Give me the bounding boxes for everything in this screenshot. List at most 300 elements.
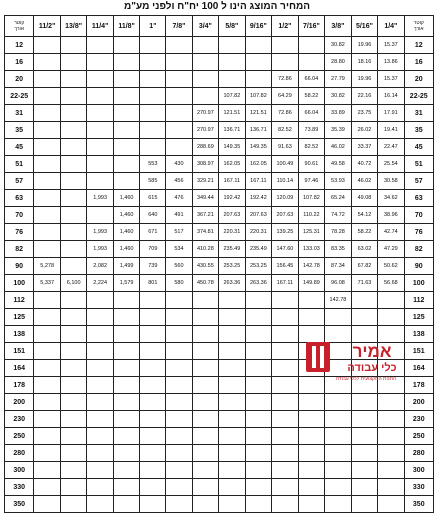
price-cell: 49.58 (325, 156, 352, 173)
price-cell (272, 343, 299, 360)
price-cell (245, 54, 272, 71)
price-cell (272, 496, 299, 513)
table-row (5, 173, 434, 190)
price-cell (87, 326, 113, 343)
price-cell (166, 411, 192, 428)
price-cell (60, 105, 87, 122)
price-cell (166, 292, 192, 309)
price-cell: 430.55 (192, 258, 219, 275)
price-cell: 18.16 (351, 54, 378, 71)
price-cell (113, 326, 139, 343)
price-cell (87, 173, 113, 190)
length-label: 70 (404, 207, 434, 224)
price-cell: 192.42 (219, 190, 246, 207)
length-label: 35 (404, 122, 434, 139)
price-cell (87, 428, 113, 445)
price-cell: 72.86 (272, 105, 299, 122)
price-cell (298, 428, 325, 445)
price-cell (272, 54, 299, 71)
table-row (5, 258, 434, 275)
price-cell: 308.97 (192, 156, 219, 173)
price-cell (34, 309, 60, 326)
length-label: 57 (404, 173, 434, 190)
price-cell (272, 479, 299, 496)
price-cell (192, 377, 219, 394)
length-label: 31 (5, 105, 34, 122)
price-cell (272, 292, 299, 309)
price-cell (34, 462, 60, 479)
price-cell: 1,499 (113, 258, 139, 275)
price-cell: 156.45 (272, 258, 299, 275)
price-cell (87, 411, 113, 428)
price-cell (34, 139, 60, 156)
price-cell (87, 292, 113, 309)
price-cell: 56.68 (378, 275, 404, 292)
table-row (5, 462, 434, 479)
price-cell (60, 411, 87, 428)
length-label: 20 (404, 71, 434, 88)
price-cell (113, 105, 139, 122)
length-label: 230 (404, 411, 434, 428)
price-cell: 17.91 (378, 105, 404, 122)
price-cell: 1,993 (87, 190, 113, 207)
price-cell (113, 496, 139, 513)
price-cell: 46.02 (325, 139, 352, 156)
price-cell (60, 326, 87, 343)
price-cell (60, 462, 87, 479)
price-cell (113, 54, 139, 71)
price-cell: 120.09 (272, 190, 299, 207)
price-cell (192, 394, 219, 411)
price-cell (351, 428, 378, 445)
table-row (5, 71, 434, 88)
price-cell (34, 360, 60, 377)
length-label: 164 (404, 360, 434, 377)
price-cell (245, 428, 272, 445)
price-cell (34, 428, 60, 445)
price-cell: 15.37 (378, 71, 404, 88)
length-label: 330 (404, 479, 434, 496)
price-cell (351, 479, 378, 496)
price-cell (140, 88, 166, 105)
length-label: 22-25 (404, 88, 434, 105)
price-cell (378, 428, 404, 445)
diameter-header: 1/4" (378, 16, 404, 37)
price-cell (34, 326, 60, 343)
price-cell (113, 139, 139, 156)
price-cell: 46.02 (351, 173, 378, 190)
price-cell: 96.08 (325, 275, 352, 292)
diameter-header: 5/16" (351, 16, 378, 37)
price-cell (60, 479, 87, 496)
price-cell (272, 326, 299, 343)
price-cell (378, 479, 404, 496)
diameter-header: 1/2" (272, 16, 299, 37)
length-label: 250 (404, 428, 434, 445)
price-cell (351, 394, 378, 411)
price-cell (192, 445, 219, 462)
price-cell (113, 411, 139, 428)
price-cell (192, 411, 219, 428)
price-cell: 149.89 (298, 275, 325, 292)
price-cell: 35.39 (325, 122, 352, 139)
price-cell: 110.14 (272, 173, 299, 190)
price-cell (34, 54, 60, 71)
price-cell (192, 326, 219, 343)
diameter-header: 7/8" (166, 16, 192, 37)
price-cell (60, 377, 87, 394)
price-cell (140, 122, 166, 139)
price-cell: 133.03 (298, 241, 325, 258)
length-label: 45 (5, 139, 34, 156)
price-cell (87, 71, 113, 88)
price-cell: 13.86 (378, 54, 404, 71)
price-cell (166, 105, 192, 122)
price-cell (113, 88, 139, 105)
table-row (5, 105, 434, 122)
price-cell: 167.11 (272, 275, 299, 292)
price-cell: 263.36 (219, 275, 246, 292)
price-cell: 553 (140, 156, 166, 173)
price-cell: 34.62 (378, 190, 404, 207)
price-cell: 2,082 (87, 258, 113, 275)
price-cell (166, 54, 192, 71)
length-label: 20 (5, 71, 34, 88)
price-cell (378, 445, 404, 462)
length-label: 151 (404, 343, 434, 360)
price-cell: 25.54 (378, 156, 404, 173)
corner-length-label: אורך (413, 26, 424, 32)
price-cell: 615 (140, 190, 166, 207)
price-cell: 53.93 (325, 173, 352, 190)
price-cell (87, 377, 113, 394)
price-cell (219, 360, 246, 377)
price-cell (325, 496, 352, 513)
price-cell (140, 54, 166, 71)
price-cell: 33.89 (325, 105, 352, 122)
price-cell (166, 139, 192, 156)
price-cell (192, 479, 219, 496)
length-label: 164 (5, 360, 34, 377)
length-label: 300 (5, 462, 34, 479)
price-cell: 72.86 (272, 71, 299, 88)
length-label: 138 (404, 326, 434, 343)
price-cell: 374.81 (192, 224, 219, 241)
length-label: 35 (5, 122, 34, 139)
price-table (4, 15, 434, 513)
price-cell (113, 462, 139, 479)
price-cell (60, 173, 87, 190)
price-cell (60, 190, 87, 207)
length-label: 76 (5, 224, 34, 241)
page-title: המחיר המוצג הינו ל 100 יח"ח ולפני מע"מ (124, 1, 310, 12)
price-cell (140, 462, 166, 479)
price-cell: 162.05 (245, 156, 272, 173)
price-cell (113, 377, 139, 394)
price-cell (351, 445, 378, 462)
price-cell: 90.61 (298, 156, 325, 173)
price-cell (60, 224, 87, 241)
price-cell: 329.21 (192, 173, 219, 190)
tools-icon (306, 342, 330, 372)
price-cell (351, 309, 378, 326)
price-cell (219, 411, 246, 428)
price-cell (325, 428, 352, 445)
price-cell (272, 462, 299, 479)
corner-label-left (5, 16, 34, 37)
price-cell: 142.78 (325, 292, 352, 309)
price-cell (113, 156, 139, 173)
price-cell: 580 (166, 275, 192, 292)
price-cell: 139.25 (272, 224, 299, 241)
price-cell (34, 173, 60, 190)
price-cell (87, 445, 113, 462)
price-cell (192, 37, 219, 54)
price-cell (351, 462, 378, 479)
price-cell (166, 377, 192, 394)
price-cell (192, 496, 219, 513)
length-label: 63 (404, 190, 434, 207)
price-cell: 517 (166, 224, 192, 241)
table-row (5, 241, 434, 258)
price-cell (113, 428, 139, 445)
price-cell (60, 241, 87, 258)
price-cell: 136.71 (219, 122, 246, 139)
price-cell (113, 71, 139, 88)
price-cell (272, 445, 299, 462)
price-cell: 476 (166, 190, 192, 207)
price-cell: 585 (140, 173, 166, 190)
price-cell: 1,460 (113, 241, 139, 258)
price-cell: 430 (166, 156, 192, 173)
price-cell: 167.11 (245, 173, 272, 190)
price-cell (166, 462, 192, 479)
price-cell (140, 360, 166, 377)
price-cell: 78.28 (325, 224, 352, 241)
price-cell: 207.63 (219, 207, 246, 224)
price-cell (245, 37, 272, 54)
price-cell (219, 71, 246, 88)
price-cell (140, 71, 166, 88)
price-cell (298, 37, 325, 54)
price-cell (87, 496, 113, 513)
length-label: 280 (5, 445, 34, 462)
length-label: 138 (5, 326, 34, 343)
length-label: 200 (5, 394, 34, 411)
price-cell: 82.52 (272, 122, 299, 139)
price-cell (34, 479, 60, 496)
price-cell: 66.04 (298, 71, 325, 88)
length-label: 125 (404, 309, 434, 326)
price-cell (298, 445, 325, 462)
price-cell (34, 411, 60, 428)
length-label: 16 (404, 54, 434, 71)
price-cell (140, 411, 166, 428)
price-cell (192, 360, 219, 377)
length-label: 330 (5, 479, 34, 496)
price-cell: 136.71 (245, 122, 272, 139)
price-cell: 253.25 (219, 258, 246, 275)
price-cell: 1,993 (87, 224, 113, 241)
price-cell (245, 411, 272, 428)
logo-tagline: החנות המקצועית לכלי עבודה (335, 376, 397, 382)
price-cell (140, 105, 166, 122)
length-label: 51 (404, 156, 434, 173)
price-cell: 15.37 (378, 37, 404, 54)
price-cell: 801 (140, 275, 166, 292)
price-cell: 66.04 (298, 105, 325, 122)
price-cell (166, 37, 192, 54)
price-cell: 5,337 (34, 275, 60, 292)
price-cell (298, 394, 325, 411)
price-cell: 450.78 (192, 275, 219, 292)
price-cell (166, 326, 192, 343)
price-cell (245, 462, 272, 479)
price-cell: 1,460 (113, 207, 139, 224)
price-cell: 28.80 (325, 54, 352, 71)
price-cell: 640 (140, 207, 166, 224)
length-label: 350 (404, 496, 434, 513)
price-cell (245, 326, 272, 343)
price-cell: 49.08 (351, 190, 378, 207)
price-cell: 71.63 (351, 275, 378, 292)
price-cell (245, 377, 272, 394)
price-cell (140, 326, 166, 343)
corner-diameter-label: קוטר (413, 20, 424, 26)
price-cell (378, 496, 404, 513)
price-cell: 67.82 (351, 258, 378, 275)
corner-diameter-label: קוטר (14, 20, 25, 26)
price-cell (34, 343, 60, 360)
price-cell (140, 292, 166, 309)
price-cell (60, 122, 87, 139)
length-label: 82 (5, 241, 34, 258)
price-cell (34, 207, 60, 224)
price-cell: 220.31 (245, 224, 272, 241)
price-cell (192, 71, 219, 88)
price-cell: 58.22 (351, 224, 378, 241)
price-cell: 121.51 (219, 105, 246, 122)
price-cell (113, 309, 139, 326)
price-cell (60, 496, 87, 513)
price-cell (34, 292, 60, 309)
price-cell: 142.78 (298, 258, 325, 275)
table-row (5, 275, 434, 292)
price-cell (87, 360, 113, 377)
price-cell: 235.49 (245, 241, 272, 258)
length-label: 90 (5, 258, 34, 275)
price-cell (272, 377, 299, 394)
price-cell (325, 479, 352, 496)
length-label: 31 (404, 105, 434, 122)
price-cell: 149.35 (219, 139, 246, 156)
price-cell (87, 394, 113, 411)
price-cell (219, 428, 246, 445)
price-cell (113, 394, 139, 411)
table-row (5, 122, 434, 139)
price-cell (60, 156, 87, 173)
price-cell (166, 71, 192, 88)
price-cell (140, 394, 166, 411)
price-cell (272, 37, 299, 54)
price-cell (245, 496, 272, 513)
price-cell: 63.02 (351, 241, 378, 258)
price-cell (113, 360, 139, 377)
price-cell (219, 37, 246, 54)
store-logo-graphic (306, 340, 414, 384)
price-cell (192, 292, 219, 309)
header-row (5, 16, 434, 37)
table-row (5, 428, 434, 445)
price-cell (325, 394, 352, 411)
price-cell (34, 88, 60, 105)
length-label: 70 (5, 207, 34, 224)
price-cell (219, 479, 246, 496)
price-cell (272, 309, 299, 326)
length-label: 57 (5, 173, 34, 190)
price-cell (140, 428, 166, 445)
price-cell: 38.96 (378, 207, 404, 224)
diameter-header: 11/8" (113, 16, 139, 37)
price-cell: 65.24 (325, 190, 352, 207)
price-cell: 6,100 (60, 275, 87, 292)
diameter-header: 3/4" (192, 16, 219, 37)
price-cell (298, 411, 325, 428)
price-cell (378, 292, 404, 309)
price-cell (219, 292, 246, 309)
diameter-header: 7/16" (298, 16, 325, 37)
logo-name: אמיר (352, 342, 392, 361)
price-cell (60, 360, 87, 377)
price-cell: 349.44 (192, 190, 219, 207)
price-cell: 1,993 (87, 241, 113, 258)
price-cell (378, 462, 404, 479)
price-cell (219, 309, 246, 326)
price-cell: 64.29 (272, 88, 299, 105)
price-cell (219, 394, 246, 411)
logo-subtitle: כלי עבודה (347, 362, 397, 374)
price-cell (113, 122, 139, 139)
price-cell (60, 37, 87, 54)
price-cell: 110.22 (298, 207, 325, 224)
price-cell: 74.72 (325, 207, 352, 224)
price-cell (140, 445, 166, 462)
price-cell (87, 207, 113, 224)
length-label: 112 (404, 292, 434, 309)
price-cell: 16.14 (378, 88, 404, 105)
length-label: 16 (5, 54, 34, 71)
price-cell (166, 394, 192, 411)
price-cell (87, 88, 113, 105)
price-cell (298, 292, 325, 309)
price-cell (113, 173, 139, 190)
price-cell: 26.02 (351, 122, 378, 139)
price-cell (351, 496, 378, 513)
price-cell: 125.31 (298, 224, 325, 241)
price-cell (140, 343, 166, 360)
price-cell (351, 411, 378, 428)
length-label: 100 (5, 275, 34, 292)
table-row (5, 207, 434, 224)
price-cell (166, 428, 192, 445)
price-cell (192, 309, 219, 326)
price-cell (140, 309, 166, 326)
table-row (5, 496, 434, 513)
price-cell: 149.35 (245, 139, 272, 156)
price-cell (140, 377, 166, 394)
store-logo (306, 340, 414, 384)
price-cell (34, 156, 60, 173)
